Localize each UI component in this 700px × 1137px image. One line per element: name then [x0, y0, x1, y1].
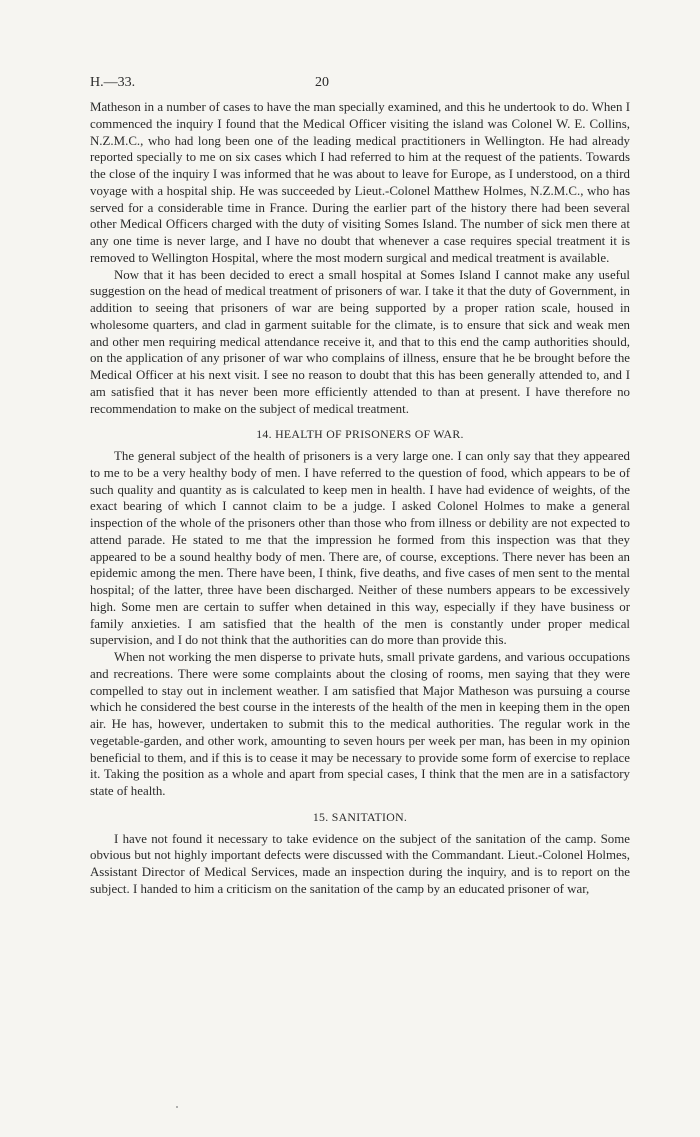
paragraph: Now that it has been decided to erect a small hospital at Somes Island I cannot make any useful suggestion on the head of medical treatment of prisoners of war. I take it that the duty of Government, in addition to seeing that prisoners of war are being supported by a proper ration scale, housed in wholesome quarters, and clad in garment suitable for the climate, is to ensure that sick and weak men and other men requiring medical attendance receive it, and that to this end the camp authorities should, on the application of any prisoner of war who complains of illness, ensure that he be brought before the Medical Officer at his next visit. I see no reason to doubt that this has been generally attended to, and I am satisfied that it has never been more efficiently attended to than at present. I have therefore no recommendation to make on the subject of medical treatment.	[90, 267, 630, 416]
section-heading-health: 14. HEALTH OF PRISONERS OF WAR.	[256, 427, 464, 442]
page-number: 20	[315, 75, 329, 90]
paragraph: I have not found it necessary to take evidence on the subject of the sanitation of the camp. Some obvious but not highly important defects were discussed with the Commandant. Lieut.-Colonel Holmes, Assistant Director of Medical Services, made an inspection during the inquiry, and is to report on the subject. I handed to him a criticism on the sanitation of the camp by an educated prisoner of war,	[90, 831, 630, 896]
paragraph: When not working the men disperse to private huts, small private gardens, and various occupations and recreations. There were some complaints about the closing of rooms, men saying that they were compelled to stay out in inclement weather. I am satisfied that Major Matheson was pursuing a course which he considered the best course in the interests of the health of the men in keeping them in the open air. He has, however, undertaken to submit this to the medical authorities. The regular work in the vegetable-garden, and other work, amounting to seven hours per week per man, has been in my opinion beneficial to them, and if this is to cease it may be necessary to provide some form of exercise to replace it. Taking the position as a whole and apart from special cases, I think that the men are in a satisfactory state of health.	[90, 650, 630, 798]
paragraph: Matheson in a number of cases to have the man specially examined, and this he undertook to do. When I commenced the inquiry I found that the Medical Officer visiting the island was Colonel W. E. Collins, N.Z.M.C., who had long been one of the leading medical practitioners in Wellington. He had already reported specially to me on six cases which I had referred to him at the request of the patients. Towards the close of the inquiry I was informed that he was about to leave for Europe, as I understood, on a third voyage with a hospital ship. He was succeeded by Lieut.-Colonel Matthew Holmes, N.Z.M.C., who has served for a considerable time in France. During the earlier part of the history there had been several other Medical Officers charged with the duty of visiting Somes Island. The number of sick men there at any one time is never large, and I have no doubt that whenever a case requires special treatment it is removed to Wellington Hospital, where the most modern surgical and medical treatment is available.	[90, 100, 630, 265]
print-speck	[176, 1106, 178, 1108]
page-header	[90, 75, 630, 97]
document-reference: H.—33.	[90, 75, 136, 90]
document-body	[90, 99, 630, 898]
section-heading-sanitation: 15. SANITATION.	[312, 809, 408, 824]
paragraph: The general subject of the health of prisoners is a very large one. I can only say that they appeared to me to be a very healthy body of men. I have referred to the question of food, which appears to be of such quality and quantity as is calculated to keep men in health. I have had evidence of weights, of the exact bearing of which I cannot claim to be a judge. I asked Colonel Holmes to make a general inspection of the whole of the prisoners other than those who from illness or debility are not expected to attend parade. He stated to me that the impression he formed from this inspection was that they appeared to be a sound healthy body of men. There are, of course, exceptions. There never has been an epidemic among the men. There have been, I think, five deaths, and five cases of men sent to the mental hospital; of the latter, three have been discharged. Neither of these numbers appears to be excessively high. Some men are certain to suffer when detained in this way, especially if they have business or family anxieties. I am satisfied that the health of the men is constantly under proper medical supervision, and I do not think that the authorities can do more than provide this.	[90, 449, 630, 648]
